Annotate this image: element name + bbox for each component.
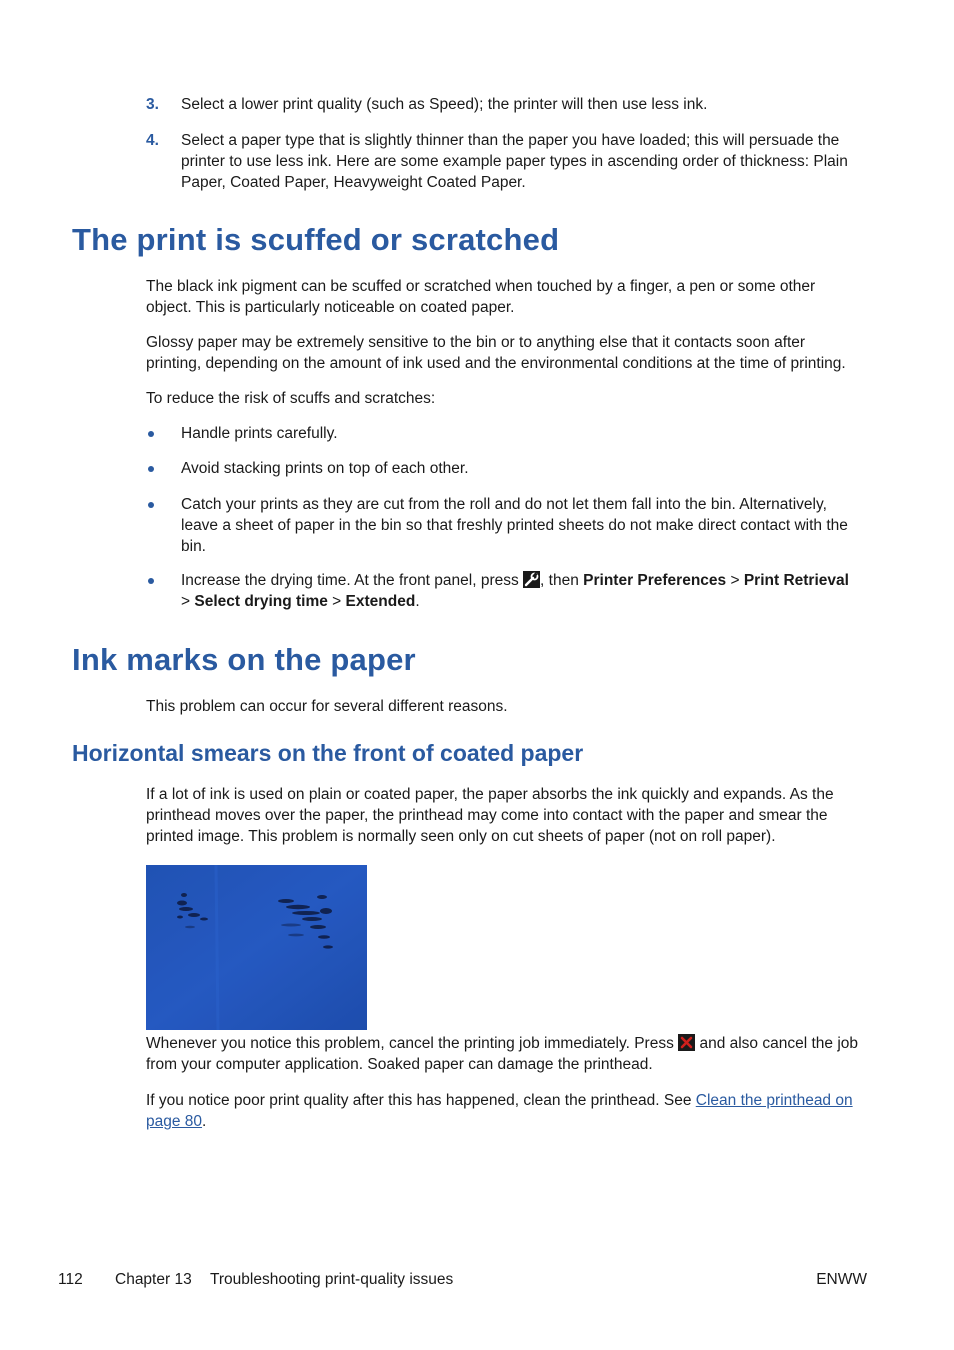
paragraph: If you notice poor print quality after this has happened, clean the printhead. See Clean the printhead on page 80. xyxy=(146,1092,853,1130)
heading-ink-marks: Ink marks on the paper xyxy=(72,642,416,677)
paragraph: If a lot of ink is used on plain or coated paper, the paper absorbs the ink quickly and expands. As the printhead moves over the paper, the printhead may come into contact with the paper and smear the printed image. This problem is normally seen only on cut sheets of paper (not on roll paper). xyxy=(146,786,834,845)
clean-printhead-link[interactable]: Clean the printhead on page 80 xyxy=(146,1092,853,1130)
bullet-text: Increase the drying time. At the front panel, press , then Printer Preferences > Print Retrieval > Select drying time > Extended. xyxy=(181,572,849,610)
bullet-dot xyxy=(148,502,154,508)
cancel-x-icon xyxy=(678,1034,695,1051)
wrench-icon xyxy=(523,571,540,588)
paragraph: This problem can occur for several different reasons. xyxy=(146,698,508,715)
paragraph: Glossy paper may be extremely sensitive to the bin or to anything else that it contacts soon after printing, depending on the amount of ink used and the environmental conditions at the time of printing. xyxy=(146,334,846,372)
footer-page-number: 112 xyxy=(58,1271,83,1288)
step-text: Select a lower print quality (such as Speed); the printer will then use less ink. xyxy=(181,96,708,113)
menu-path-item: Printer Preferences xyxy=(583,572,727,589)
paragraph: Whenever you notice this problem, cancel the printing job immediately. Press and also cancel the job from your computer application. Soaked paper can damage the printhead. xyxy=(146,1035,859,1073)
paragraph: The black ink pigment can be scuffed or scratched when touched by a finger, a pen or some other object. This is particularly noticeable on coated paper. xyxy=(146,278,816,316)
step-3 xyxy=(146,94,861,115)
menu-path-item: Extended xyxy=(345,593,416,610)
bullet-item xyxy=(146,423,861,444)
heading-scuffed: The print is scuffed or scratched xyxy=(72,222,560,257)
bullet-item xyxy=(146,458,861,479)
step-4 xyxy=(146,130,861,193)
footer-chapter: Chapter 13 xyxy=(115,1271,192,1288)
bullet-dot xyxy=(148,578,154,584)
bullet-dot xyxy=(148,466,154,472)
smear-example-photo xyxy=(146,865,367,1030)
bullet-text: Catch your prints as they are cut from the roll and do not let them fall into the bin. Alternatively, leave a sheet of paper in the bin so that freshly printed sheets do not make direct contact with the bin. xyxy=(181,496,848,555)
bullet-item-drying-time xyxy=(146,570,861,612)
footer-chapter-title: Troubleshooting print-quality issues xyxy=(210,1271,454,1288)
paragraph: To reduce the risk of scuffs and scratches: xyxy=(146,390,436,407)
bullet-item xyxy=(146,494,861,557)
bullet-text: Handle prints carefully. xyxy=(181,425,338,442)
step-number: 4. xyxy=(146,132,159,149)
heading-horizontal-smears: Horizontal smears on the front of coated paper xyxy=(72,740,584,766)
step-number: 3. xyxy=(146,96,159,113)
menu-path-item: Print Retrieval xyxy=(743,572,849,589)
menu-path-item: Select drying time xyxy=(194,593,328,610)
footer-code: ENWW xyxy=(816,1271,867,1288)
step-text: Select a paper type that is slightly thinner than the paper you have loaded; this will persuade the printer to use less ink. Here are some example paper types in ascending order of thickness: Plain Paper, Coated Paper, Heavyweight Coated Paper. xyxy=(181,132,848,191)
bullet-text: Avoid stacking prints on top of each other. xyxy=(181,460,469,477)
bullet-dot xyxy=(148,431,154,437)
